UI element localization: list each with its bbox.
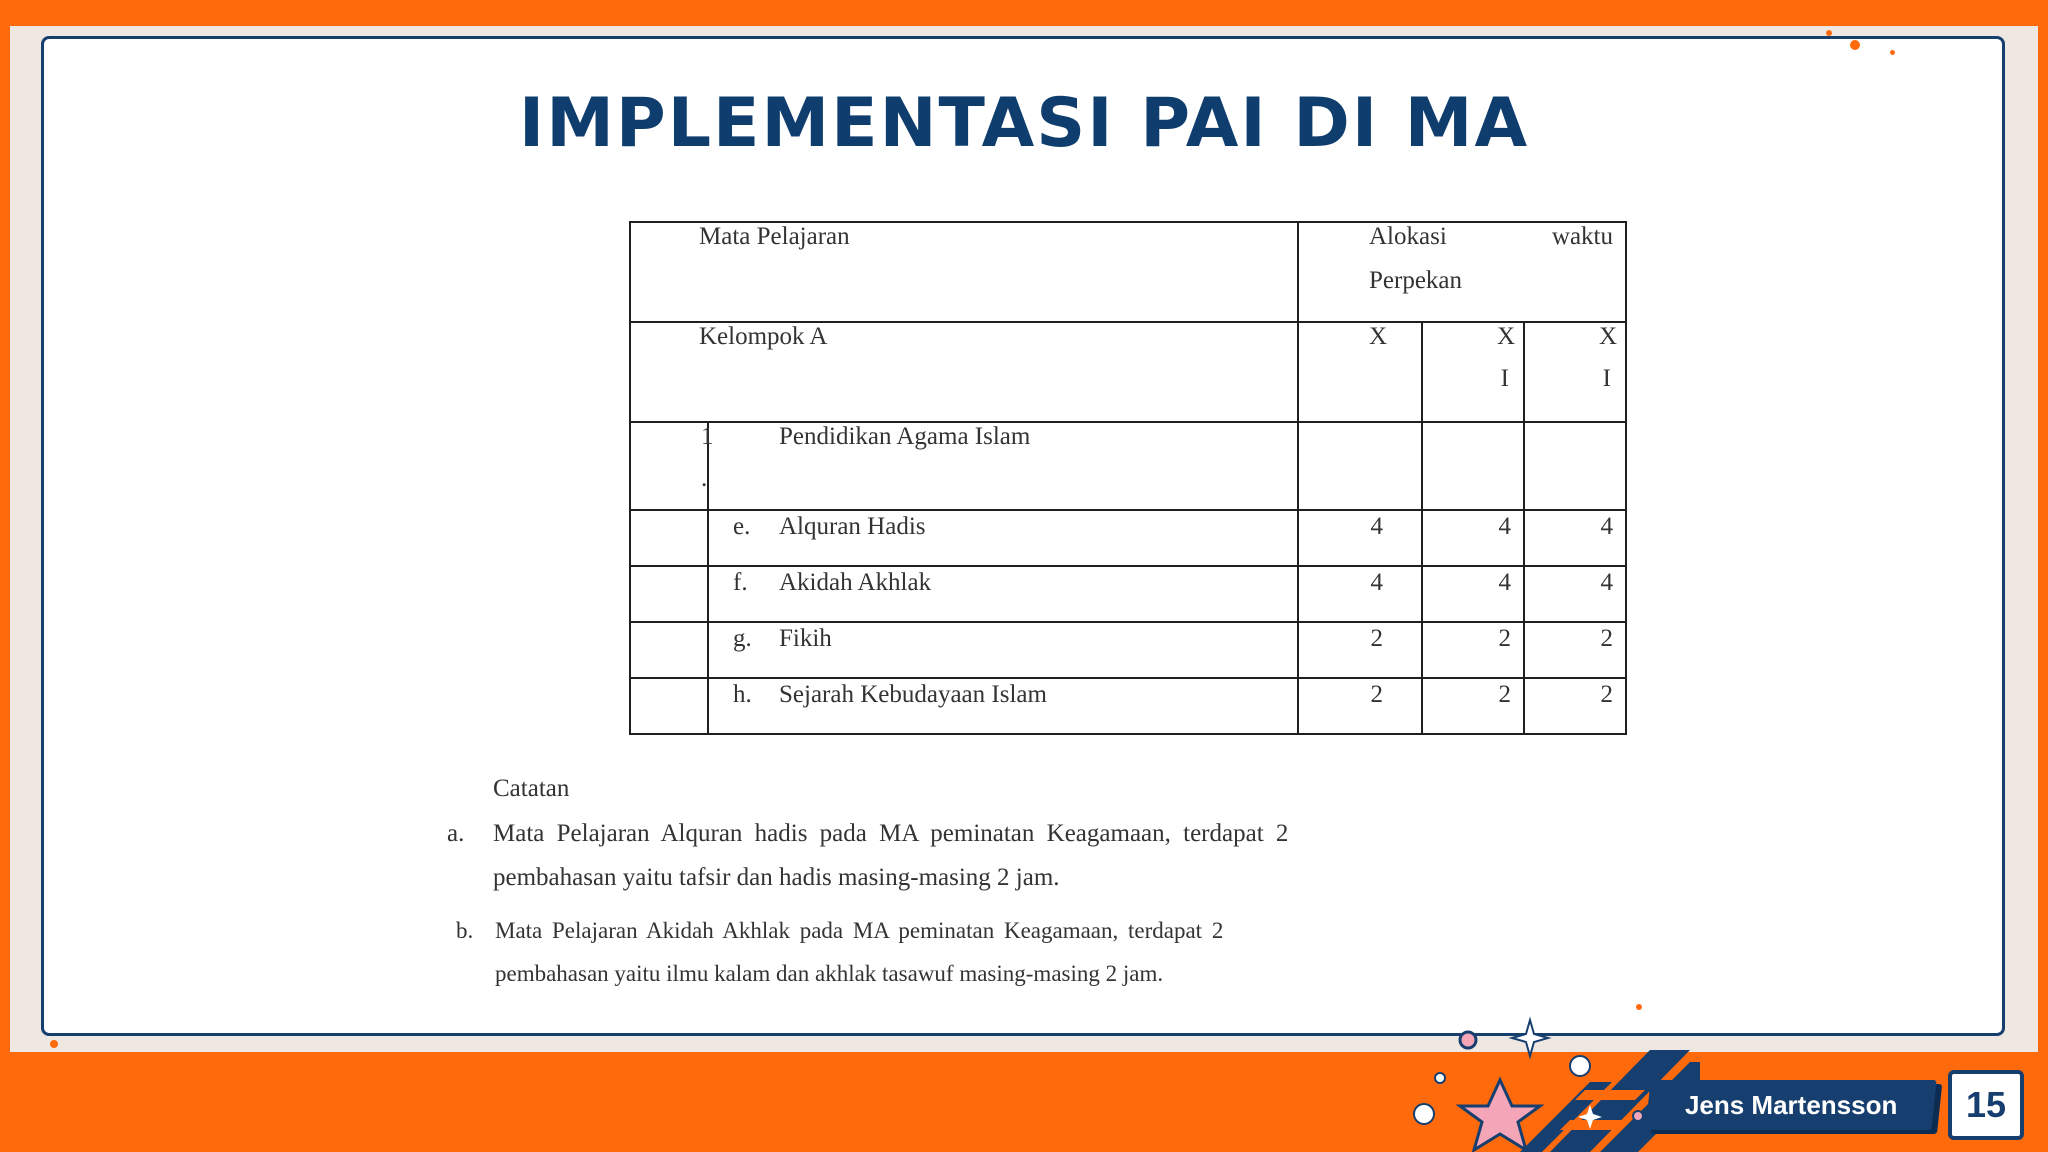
hours-x: 2 bbox=[1370, 681, 1383, 708]
dot-icon bbox=[1570, 1056, 1590, 1076]
hours-xii-cell bbox=[1524, 622, 1626, 678]
page-number: 15 bbox=[1965, 1084, 2007, 1125]
group-cell bbox=[630, 322, 1298, 422]
note-a-line2: pembahasan yaitu tafsir dan hadis masing-masing 2 jam. bbox=[493, 864, 1060, 891]
notes-heading: Catatan bbox=[493, 775, 570, 802]
dot-icon bbox=[1435, 1073, 1445, 1083]
hours-xii: 4 bbox=[1600, 513, 1613, 540]
note-b-line2: pembahasan yaitu ilmu kalam dan akhlak tasawuf masing-masing 2 jam. bbox=[495, 961, 1164, 986]
dot-icon bbox=[1414, 1104, 1434, 1124]
hours-xii-cell bbox=[1524, 678, 1626, 734]
hours-xii-cell bbox=[1524, 510, 1626, 566]
subject-letter: f. bbox=[733, 569, 748, 596]
subject-name: Alquran Hadis bbox=[779, 513, 926, 540]
pai-row bbox=[630, 422, 1626, 510]
alloc-header-word2: waktu bbox=[1551, 223, 1613, 250]
hours-xi: 4 bbox=[1498, 513, 1511, 540]
hours-xii: 2 bbox=[1600, 625, 1613, 652]
paint-speck bbox=[1850, 40, 1860, 50]
pai-xi-cell bbox=[1422, 422, 1524, 510]
hours-x-cell bbox=[1298, 678, 1422, 734]
sparkle-icon bbox=[1512, 1020, 1548, 1056]
table-header-row bbox=[630, 222, 1626, 322]
hours-xi: 4 bbox=[1498, 569, 1511, 596]
paint-speck bbox=[50, 1040, 58, 1048]
dot-icon bbox=[1633, 1111, 1643, 1121]
subject-letter: g. bbox=[733, 625, 752, 652]
hours-xii: 2 bbox=[1600, 681, 1613, 708]
hours-xii-cell bbox=[1524, 566, 1626, 622]
hours-xi: 2 bbox=[1498, 681, 1511, 708]
presenter-name-label bbox=[1645, 1080, 1936, 1130]
paint-speck bbox=[1826, 30, 1832, 36]
dot-icon bbox=[1460, 1032, 1476, 1048]
hours-x: 4 bbox=[1370, 569, 1383, 596]
page-number-badge bbox=[1948, 1070, 2024, 1140]
pai-x-cell bbox=[1298, 422, 1422, 510]
pai-number-cell bbox=[630, 422, 714, 510]
hours-xii: 4 bbox=[1600, 569, 1613, 596]
grade-x-header bbox=[1298, 322, 1422, 422]
grade-xii-header bbox=[1524, 322, 1626, 422]
pai-label: Pendidikan Agama Islam bbox=[779, 423, 1031, 450]
note-b-marker: b. bbox=[456, 918, 474, 943]
hours-x-cell bbox=[1298, 510, 1422, 566]
table-row bbox=[630, 678, 1626, 734]
note-a-line1: Mata Pelajaran Alquran hadis pada MA peminatan Keagamaan, terdapat 2 bbox=[493, 820, 1289, 847]
alloc-header-word1: Alokasi bbox=[1369, 223, 1447, 250]
table-row bbox=[630, 566, 1626, 622]
hours-xi-cell bbox=[1422, 678, 1524, 734]
presenter-name: Jens Martensson bbox=[1684, 1089, 1898, 1120]
pai-number-dot: . bbox=[701, 465, 708, 492]
hours-x: 4 bbox=[1370, 513, 1383, 540]
pai-xii-cell bbox=[1524, 422, 1626, 510]
time-allocation-table bbox=[629, 221, 1627, 735]
slide-title: IMPLEMENTASI PAI DI MA bbox=[518, 84, 1530, 163]
row-blank-cell bbox=[630, 510, 708, 566]
row-blank-cell bbox=[630, 622, 708, 678]
subject-name: Fikih bbox=[779, 625, 832, 652]
row-blank-cell bbox=[630, 566, 708, 622]
hours-xi-cell bbox=[1422, 566, 1524, 622]
table-row bbox=[630, 510, 1626, 566]
subject-cell bbox=[708, 678, 1298, 734]
group-label: Kelompok A bbox=[699, 323, 828, 350]
pai-label-cell bbox=[708, 422, 1298, 510]
row-blank-cell bbox=[630, 678, 708, 734]
grade-x-label: X bbox=[1369, 323, 1388, 350]
note-b-line1: Mata Pelajaran Akidah Akhlak pada MA peminatan Keagamaan, terdapat 2 bbox=[495, 918, 1224, 943]
hours-xi: 2 bbox=[1498, 625, 1511, 652]
subject-letter: e. bbox=[733, 513, 751, 540]
grade-xii-label-bottom: I bbox=[1602, 365, 1611, 392]
subject-letter: h. bbox=[733, 681, 752, 708]
pai-number: 1 bbox=[701, 423, 714, 450]
subject-header: Mata Pelajaran bbox=[699, 223, 850, 250]
paint-speck bbox=[1890, 50, 1895, 55]
alloc-header-word3: Perpekan bbox=[1369, 267, 1463, 294]
star-icon bbox=[1460, 1080, 1540, 1150]
subject-name: Akidah Akhlak bbox=[779, 569, 932, 596]
subject-cell bbox=[708, 622, 1298, 678]
hours-x-cell bbox=[1298, 566, 1422, 622]
alloc-header-cell bbox=[1298, 222, 1626, 322]
grade-xi-label-top: X bbox=[1496, 323, 1515, 350]
hours-x-cell bbox=[1298, 622, 1422, 678]
hours-x: 2 bbox=[1370, 625, 1383, 652]
hours-xi-cell bbox=[1422, 510, 1524, 566]
subject-cell bbox=[708, 566, 1298, 622]
note-a-marker: a. bbox=[447, 820, 465, 847]
table-group-row bbox=[630, 322, 1626, 422]
grade-xi-label-bottom: I bbox=[1500, 365, 1509, 392]
subject-cell bbox=[708, 510, 1298, 566]
table-row bbox=[630, 622, 1626, 678]
subject-header-cell bbox=[630, 222, 1298, 322]
hours-xi-cell bbox=[1422, 622, 1524, 678]
subject-name: Sejarah Kebudayaan Islam bbox=[779, 681, 1047, 708]
paint-speck bbox=[1636, 1004, 1642, 1010]
grade-xii-label-top: X bbox=[1598, 323, 1617, 350]
grade-xi-header bbox=[1422, 322, 1524, 422]
